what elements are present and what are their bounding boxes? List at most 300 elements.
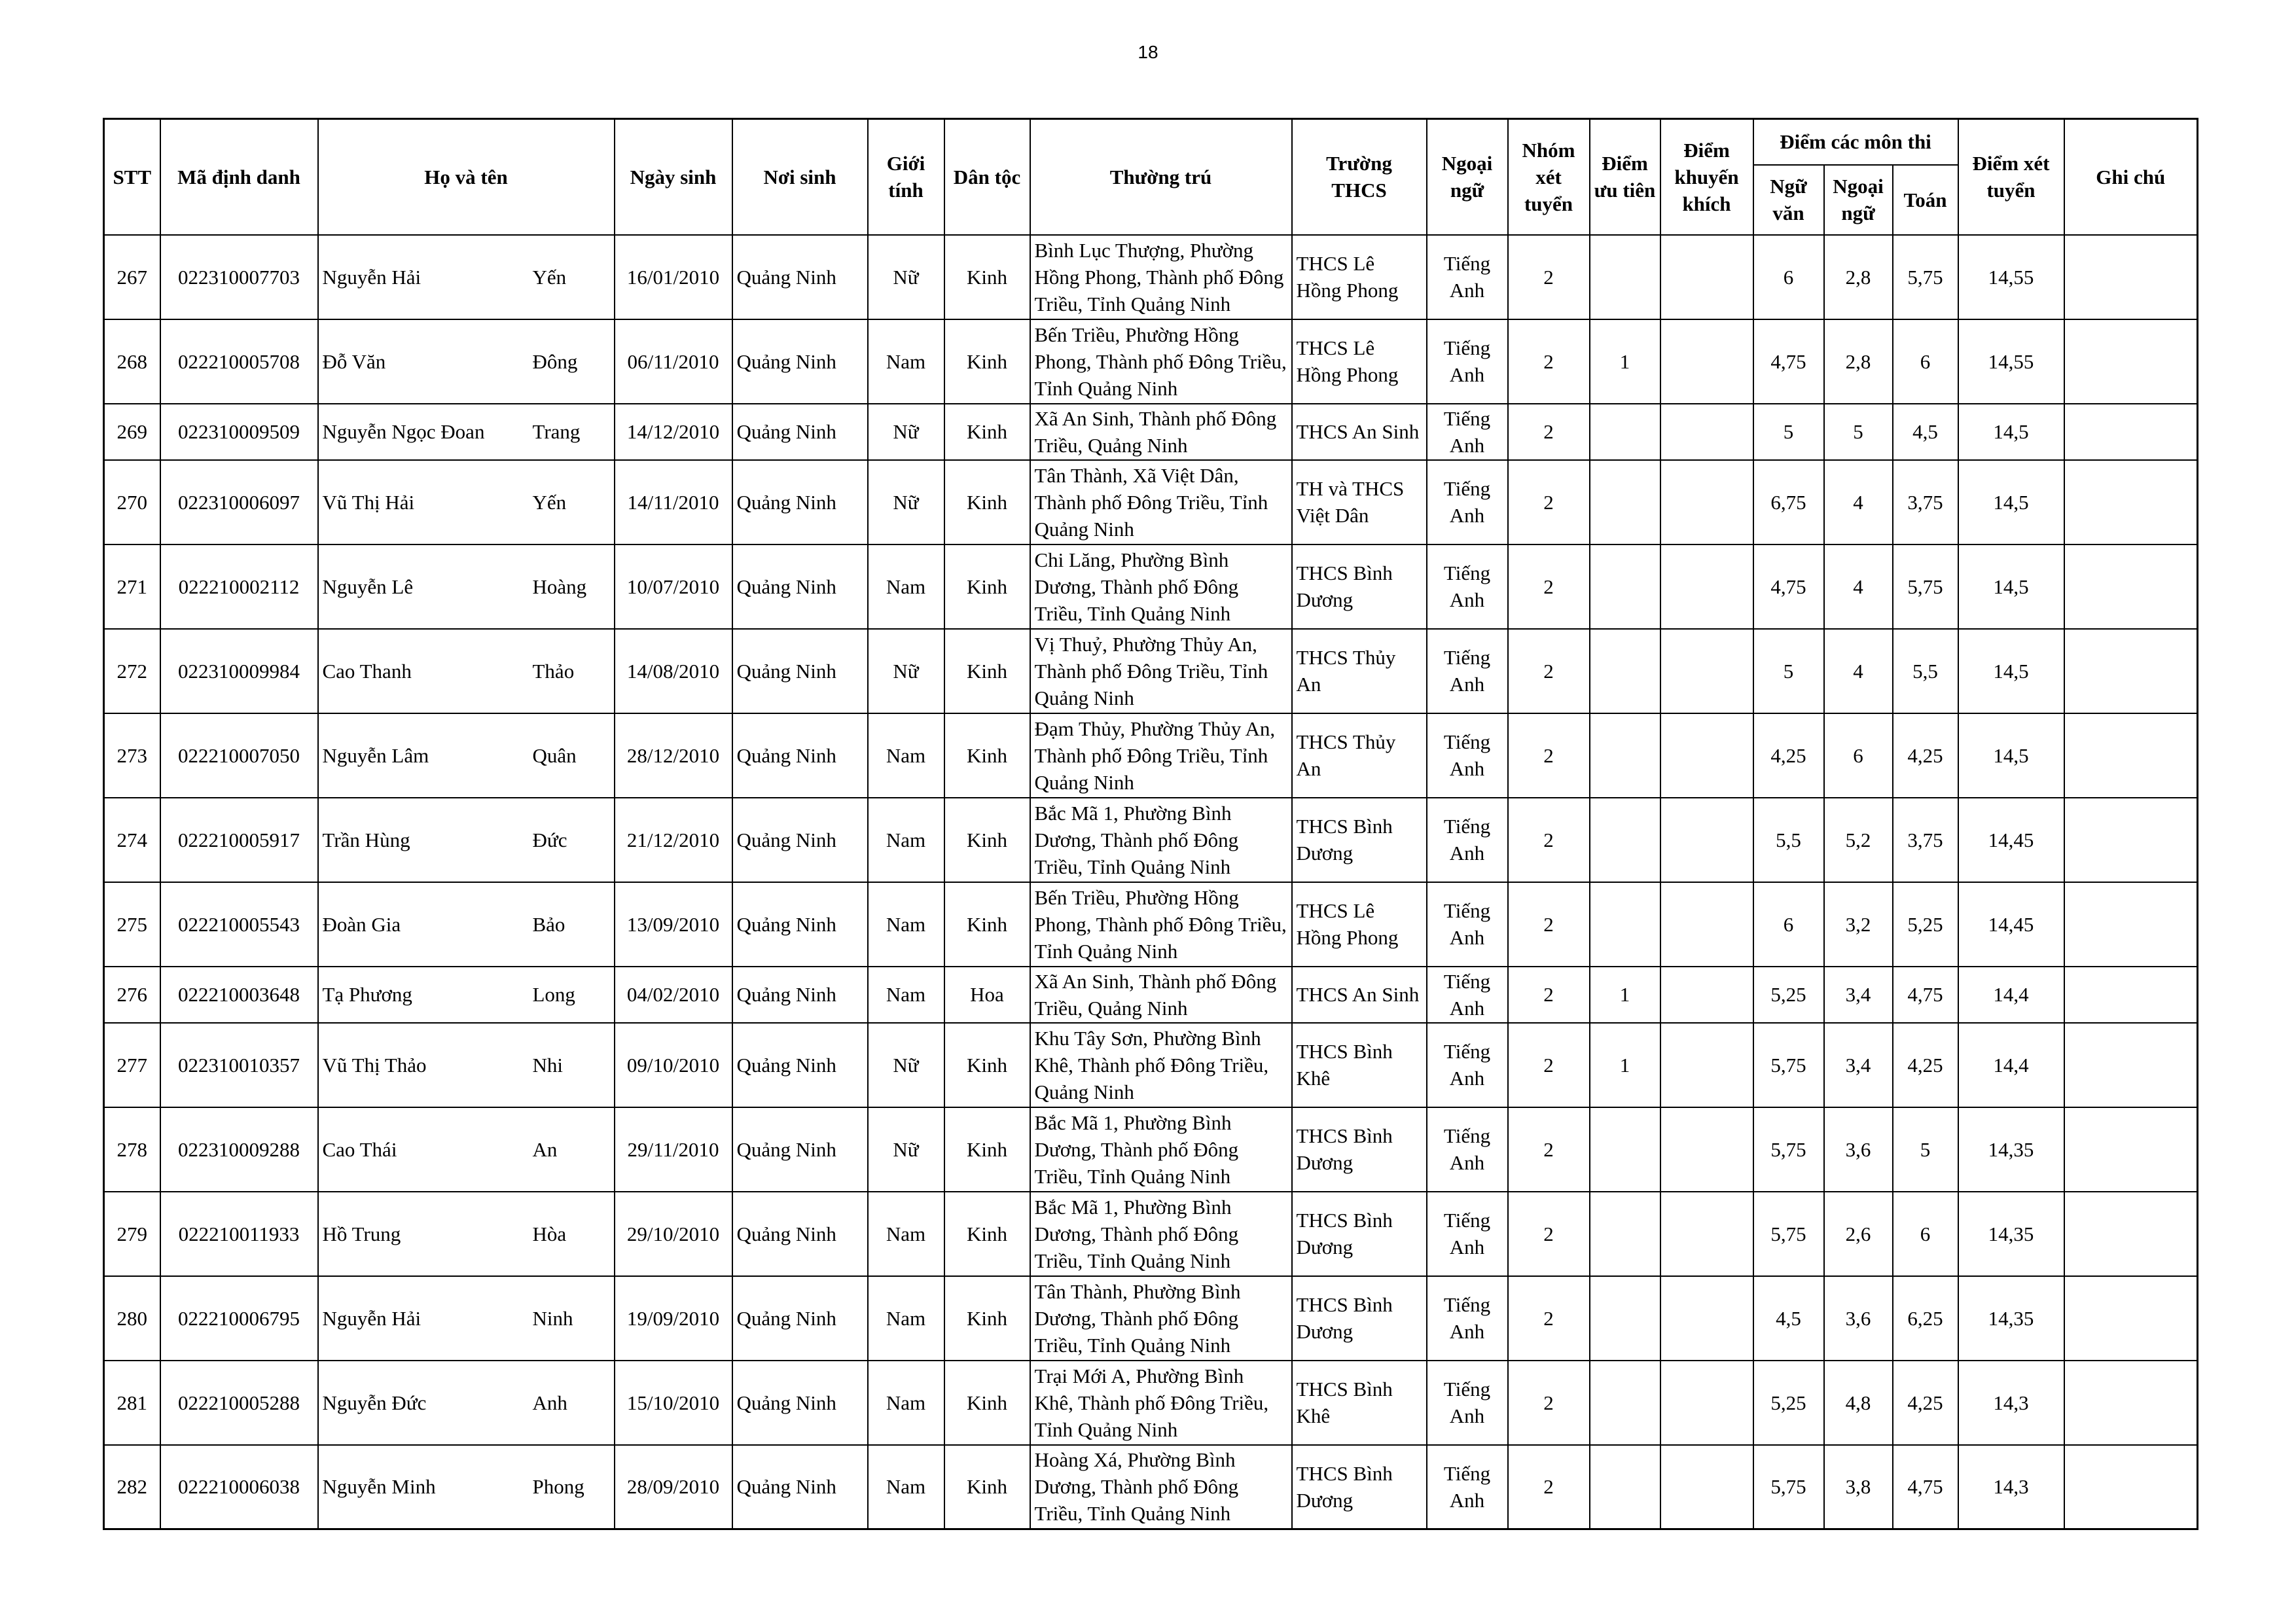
cell-ho-dem: Đỗ Văn — [322, 349, 386, 373]
cell-gioi-tinh: Nam — [868, 713, 944, 798]
cell-ngay-sinh: 14/12/2010 — [615, 404, 732, 460]
cell-diem-uu-tien — [1590, 629, 1660, 713]
header-ho-va-ten: Họ và tên — [318, 119, 615, 235]
header-stt: STT — [104, 119, 160, 235]
cell-ho-va-ten — [318, 713, 615, 798]
cell-stt: 267 — [104, 235, 160, 319]
cell-ghi-chu — [2064, 319, 2198, 404]
header-diem-khuyen-khich: Điểm khuyến khích — [1660, 119, 1753, 235]
cell-ma-dinh-danh: 022310010357 — [160, 1023, 318, 1107]
cell-thuong-tru: Vị Thuỷ, Phường Thủy An, Thành phố Đông Triều, Tỉnh Quảng Ninh — [1030, 629, 1292, 713]
cell-ten: Anh — [532, 1391, 567, 1414]
cell-diem-xet-tuyen: 14,4 — [1958, 1023, 2064, 1107]
table-row — [104, 629, 2198, 713]
cell-ngay-sinh: 04/02/2010 — [615, 967, 732, 1023]
cell-dan-toc: Hoa — [944, 967, 1030, 1023]
header-ngoai-ngu: Ngoại ngữ — [1427, 119, 1508, 235]
cell-toan: 5,5 — [1893, 629, 1958, 713]
cell-toan: 3,75 — [1893, 798, 1958, 882]
cell-ngay-sinh: 29/10/2010 — [615, 1192, 732, 1276]
cell-nhom-xet-tuyen: 2 — [1508, 319, 1590, 404]
cell-diem-khuyen-khich — [1660, 1107, 1753, 1192]
cell-stt: 271 — [104, 544, 160, 629]
cell-toan: 5,75 — [1893, 544, 1958, 629]
cell-diem-xet-tuyen: 14,35 — [1958, 1192, 2064, 1276]
cell-gioi-tinh: Nam — [868, 882, 944, 967]
cell-truong-thcs: THCS Bình Dương — [1292, 1192, 1427, 1276]
cell-ho-dem: Cao Thanh — [322, 659, 412, 683]
cell-ho-dem: Đoàn Gia — [322, 912, 401, 936]
cell-noi-sinh: Quảng Ninh — [732, 235, 868, 319]
cell-truong-thcs: THCS Bình Khê — [1292, 1361, 1427, 1445]
cell-nhom-xet-tuyen: 2 — [1508, 882, 1590, 967]
cell-ngoai-ngu: Tiếng Anh — [1427, 798, 1508, 882]
table-row — [104, 1276, 2198, 1361]
header-nhom-xet-tuyen: Nhóm xét tuyển — [1508, 119, 1590, 235]
cell-ngay-sinh: 14/11/2010 — [615, 460, 732, 544]
cell-noi-sinh: Quảng Ninh — [732, 1192, 868, 1276]
cell-ngoai-ngu: Tiếng Anh — [1427, 460, 1508, 544]
table-row — [104, 1107, 2198, 1192]
table-row — [104, 1445, 2198, 1529]
cell-gioi-tinh: Nam — [868, 1276, 944, 1361]
cell-ngu-van: 5,5 — [1753, 798, 1824, 882]
cell-gioi-tinh: Nam — [868, 319, 944, 404]
header-noi-sinh: Nơi sinh — [732, 119, 868, 235]
header-ngu-van: Ngữ văn — [1753, 165, 1824, 235]
cell-thuong-tru: Tân Thành, Phường Bình Dương, Thành phố Đông Triều, Tỉnh Quảng Ninh — [1030, 1276, 1292, 1361]
cell-thuong-tru: Bến Triều, Phường Hồng Phong, Thành phố Đông Triều, Tỉnh Quảng Ninh — [1030, 319, 1292, 404]
cell-thuong-tru: Tân Thành, Xã Việt Dân, Thành phố Đông Triều, Tỉnh Quảng Ninh — [1030, 460, 1292, 544]
cell-truong-thcs: THCS Bình Dương — [1292, 1276, 1427, 1361]
cell-ghi-chu — [2064, 882, 2198, 967]
cell-ngoai-ngu: Tiếng Anh — [1427, 1192, 1508, 1276]
cell-diem-uu-tien — [1590, 235, 1660, 319]
cell-dan-toc: Kinh — [944, 1192, 1030, 1276]
header-ghi-chu: Ghi chú — [2064, 119, 2198, 235]
header-dan-toc: Dân tộc — [944, 119, 1030, 235]
cell-stt: 274 — [104, 798, 160, 882]
cell-ten: Phong — [532, 1475, 584, 1499]
cell-noi-sinh: Quảng Ninh — [732, 460, 868, 544]
cell-noi-sinh: Quảng Ninh — [732, 967, 868, 1023]
cell-ngu-van: 5,25 — [1753, 1361, 1824, 1445]
cell-ghi-chu — [2064, 1445, 2198, 1529]
cell-ghi-chu — [2064, 1107, 2198, 1192]
cell-toan: 5,25 — [1893, 882, 1958, 967]
cell-ten: Nhi — [532, 1053, 563, 1077]
cell-ten: An — [532, 1137, 558, 1161]
cell-toan: 6 — [1893, 319, 1958, 404]
cell-diem-xet-tuyen: 14,3 — [1958, 1445, 2064, 1529]
cell-ngu-van: 4,75 — [1753, 319, 1824, 404]
cell-toan: 6,25 — [1893, 1276, 1958, 1361]
cell-thuong-tru: Bắc Mã 1, Phường Bình Dương, Thành phố Đông Triều, Tỉnh Quảng Ninh — [1030, 1107, 1292, 1192]
cell-nhom-xet-tuyen: 2 — [1508, 629, 1590, 713]
table-row — [104, 967, 2198, 1023]
cell-ho-va-ten — [318, 798, 615, 882]
cell-toan: 4,25 — [1893, 1361, 1958, 1445]
cell-diem-uu-tien: 1 — [1590, 1023, 1660, 1107]
cell-ngay-sinh: 29/11/2010 — [615, 1107, 732, 1192]
cell-truong-thcs: TH và THCS Việt Dân — [1292, 460, 1427, 544]
cell-toan: 6 — [1893, 1192, 1958, 1276]
cell-thuong-tru: Chi Lăng, Phường Bình Dương, Thành phố Đông Triều, Tỉnh Quảng Ninh — [1030, 544, 1292, 629]
cell-ho-va-ten — [318, 1023, 615, 1107]
cell-ma-dinh-danh: 022310009984 — [160, 629, 318, 713]
header-ngay-sinh: Ngày sinh — [615, 119, 732, 235]
cell-gioi-tinh: Nữ — [868, 1023, 944, 1107]
cell-diem-uu-tien — [1590, 404, 1660, 460]
cell-thuong-tru: Xã An Sinh, Thành phố Đông Triều, Quảng Ninh — [1030, 404, 1292, 460]
table-row — [104, 235, 2198, 319]
cell-noi-sinh: Quảng Ninh — [732, 1107, 868, 1192]
cell-diem-xet-tuyen: 14,55 — [1958, 319, 2064, 404]
cell-ngu-van: 6,75 — [1753, 460, 1824, 544]
cell-dan-toc: Kinh — [944, 1023, 1030, 1107]
cell-ma-dinh-danh: 022310009288 — [160, 1107, 318, 1192]
cell-ngoai-ngu-diem: 3,2 — [1824, 882, 1893, 967]
cell-nhom-xet-tuyen: 2 — [1508, 460, 1590, 544]
cell-noi-sinh: Quảng Ninh — [732, 1361, 868, 1445]
cell-noi-sinh: Quảng Ninh — [732, 404, 868, 460]
cell-dan-toc: Kinh — [944, 1107, 1030, 1192]
cell-diem-khuyen-khich — [1660, 404, 1753, 460]
cell-ho-va-ten — [318, 882, 615, 967]
cell-ho-va-ten — [318, 1276, 615, 1361]
cell-ho-va-ten — [318, 235, 615, 319]
cell-ten: Hoàng — [532, 575, 587, 598]
cell-ngoai-ngu: Tiếng Anh — [1427, 882, 1508, 967]
cell-ngoai-ngu-diem: 3,8 — [1824, 1445, 1893, 1529]
cell-nhom-xet-tuyen: 2 — [1508, 1445, 1590, 1529]
cell-ho-va-ten — [318, 404, 615, 460]
cell-thuong-tru: Hoàng Xá, Phường Bình Dương, Thành phố Đông Triều, Tỉnh Quảng Ninh — [1030, 1445, 1292, 1529]
cell-ghi-chu — [2064, 629, 2198, 713]
cell-diem-xet-tuyen: 14,55 — [1958, 235, 2064, 319]
cell-diem-uu-tien: 1 — [1590, 967, 1660, 1023]
cell-diem-khuyen-khich — [1660, 1276, 1753, 1361]
cell-ma-dinh-danh: 022210005543 — [160, 882, 318, 967]
cell-ngoai-ngu-diem: 3,4 — [1824, 967, 1893, 1023]
cell-ngu-van: 6 — [1753, 882, 1824, 967]
cell-ho-dem: Vũ Thị Thảo — [322, 1053, 427, 1077]
cell-diem-uu-tien — [1590, 460, 1660, 544]
cell-ho-dem: Nguyễn Hải — [322, 265, 422, 289]
cell-ho-dem: Tạ Phương — [322, 983, 412, 1006]
cell-diem-khuyen-khich — [1660, 713, 1753, 798]
cell-ho-va-ten — [318, 967, 615, 1023]
cell-toan: 5,75 — [1893, 235, 1958, 319]
header-ma-dinh-danh: Mã định danh — [160, 119, 318, 235]
header-diem-xet-tuyen: Điểm xét tuyển — [1958, 119, 2064, 235]
cell-ngoai-ngu: Tiếng Anh — [1427, 1107, 1508, 1192]
cell-toan: 4,75 — [1893, 1445, 1958, 1529]
cell-dan-toc: Kinh — [944, 1445, 1030, 1529]
cell-truong-thcs: THCS Lê Hồng Phong — [1292, 235, 1427, 319]
table-row — [104, 404, 2198, 460]
cell-ngu-van: 4,5 — [1753, 1276, 1824, 1361]
cell-dan-toc: Kinh — [944, 798, 1030, 882]
cell-diem-khuyen-khich — [1660, 629, 1753, 713]
cell-thuong-tru: Bình Lục Thượng, Phường Hồng Phong, Thành phố Đông Triều, Tỉnh Quảng Ninh — [1030, 235, 1292, 319]
cell-ngoai-ngu: Tiếng Anh — [1427, 544, 1508, 629]
cell-stt: 272 — [104, 629, 160, 713]
cell-ngay-sinh: 15/10/2010 — [615, 1361, 732, 1445]
cell-ho-va-ten — [318, 544, 615, 629]
cell-stt: 276 — [104, 967, 160, 1023]
cell-noi-sinh: Quảng Ninh — [732, 629, 868, 713]
cell-dan-toc: Kinh — [944, 235, 1030, 319]
cell-ngay-sinh: 28/12/2010 — [615, 713, 732, 798]
table-row — [104, 798, 2198, 882]
cell-nhom-xet-tuyen: 2 — [1508, 967, 1590, 1023]
cell-ten: Trang — [532, 420, 581, 443]
cell-diem-khuyen-khich — [1660, 1361, 1753, 1445]
cell-diem-xet-tuyen: 14,35 — [1958, 1276, 2064, 1361]
cell-diem-khuyen-khich — [1660, 1023, 1753, 1107]
cell-ma-dinh-danh: 022310006097 — [160, 460, 318, 544]
cell-ngu-van: 5,75 — [1753, 1107, 1824, 1192]
table-row — [104, 1361, 2198, 1445]
cell-ngay-sinh: 10/07/2010 — [615, 544, 732, 629]
cell-ma-dinh-danh: 022210007050 — [160, 713, 318, 798]
cell-nhom-xet-tuyen: 2 — [1508, 235, 1590, 319]
cell-stt: 273 — [104, 713, 160, 798]
cell-stt: 277 — [104, 1023, 160, 1107]
cell-ngu-van: 4,75 — [1753, 544, 1824, 629]
table-row — [104, 882, 2198, 967]
cell-truong-thcs: THCS An Sinh — [1292, 967, 1427, 1023]
cell-ho-va-ten — [318, 1107, 615, 1192]
cell-ma-dinh-danh: 022310009509 — [160, 404, 318, 460]
cell-ma-dinh-danh: 022310007703 — [160, 235, 318, 319]
cell-thuong-tru: Khu Tây Sơn, Phường Bình Khê, Thành phố Đông Triều, Quảng Ninh — [1030, 1023, 1292, 1107]
cell-noi-sinh: Quảng Ninh — [732, 544, 868, 629]
cell-toan: 5 — [1893, 1107, 1958, 1192]
cell-ho-va-ten — [318, 1445, 615, 1529]
cell-truong-thcs: THCS Thủy An — [1292, 713, 1427, 798]
cell-ngoai-ngu: Tiếng Anh — [1427, 1361, 1508, 1445]
cell-ghi-chu — [2064, 235, 2198, 319]
cell-ngay-sinh: 14/08/2010 — [615, 629, 732, 713]
table-row — [104, 319, 2198, 404]
cell-ngu-van: 5 — [1753, 404, 1824, 460]
cell-ngay-sinh: 13/09/2010 — [615, 882, 732, 967]
cell-ma-dinh-danh: 022210011933 — [160, 1192, 318, 1276]
cell-ma-dinh-danh: 022210005708 — [160, 319, 318, 404]
cell-diem-xet-tuyen: 14,3 — [1958, 1361, 2064, 1445]
cell-ngoai-ngu-diem: 5,2 — [1824, 798, 1893, 882]
cell-ghi-chu — [2064, 713, 2198, 798]
header-toan: Toán — [1893, 165, 1958, 235]
cell-noi-sinh: Quảng Ninh — [732, 319, 868, 404]
cell-nhom-xet-tuyen: 2 — [1508, 1023, 1590, 1107]
cell-truong-thcs: THCS Lê Hồng Phong — [1292, 882, 1427, 967]
cell-ngoai-ngu: Tiếng Anh — [1427, 235, 1508, 319]
cell-ngay-sinh: 28/09/2010 — [615, 1445, 732, 1529]
cell-ghi-chu — [2064, 967, 2198, 1023]
cell-gioi-tinh: Nam — [868, 544, 944, 629]
cell-ten: Ninh — [532, 1306, 573, 1330]
cell-ghi-chu — [2064, 404, 2198, 460]
cell-ngoai-ngu-diem: 6 — [1824, 713, 1893, 798]
cell-ngu-van: 5,75 — [1753, 1023, 1824, 1107]
cell-diem-xet-tuyen: 14,5 — [1958, 404, 2064, 460]
cell-diem-khuyen-khich — [1660, 1192, 1753, 1276]
cell-ho-dem: Hồ Trung — [322, 1222, 401, 1245]
cell-toan: 4,25 — [1893, 1023, 1958, 1107]
cell-ngoai-ngu-diem: 3,6 — [1824, 1107, 1893, 1192]
cell-nhom-xet-tuyen: 2 — [1508, 713, 1590, 798]
cell-truong-thcs: THCS Thủy An — [1292, 629, 1427, 713]
cell-ghi-chu — [2064, 544, 2198, 629]
cell-dan-toc: Kinh — [944, 1361, 1030, 1445]
cell-ho-dem: Nguyễn Hải — [322, 1306, 422, 1330]
cell-diem-xet-tuyen: 14,45 — [1958, 798, 2064, 882]
cell-thuong-tru: Bắc Mã 1, Phường Bình Dương, Thành phố Đông Triều, Tỉnh Quảng Ninh — [1030, 1192, 1292, 1276]
cell-diem-uu-tien — [1590, 1192, 1660, 1276]
cell-diem-khuyen-khich — [1660, 544, 1753, 629]
cell-dan-toc: Kinh — [944, 713, 1030, 798]
cell-ghi-chu — [2064, 1192, 2198, 1276]
cell-ngu-van: 5 — [1753, 629, 1824, 713]
cell-gioi-tinh: Nữ — [868, 404, 944, 460]
cell-ho-dem: Nguyễn Minh — [322, 1475, 436, 1499]
cell-noi-sinh: Quảng Ninh — [732, 1276, 868, 1361]
cell-thuong-tru: Trại Mới A, Phường Bình Khê, Thành phố Đông Triều, Tỉnh Quảng Ninh — [1030, 1361, 1292, 1445]
cell-ma-dinh-danh: 022210003648 — [160, 967, 318, 1023]
cell-diem-khuyen-khich — [1660, 1445, 1753, 1529]
cell-nhom-xet-tuyen: 2 — [1508, 404, 1590, 460]
cell-thuong-tru: Đạm Thủy, Phường Thủy An, Thành phố Đông Triều, Tỉnh Quảng Ninh — [1030, 713, 1292, 798]
cell-ho-dem: Nguyễn Ngọc Đoan — [322, 420, 485, 443]
cell-diem-xet-tuyen: 14,35 — [1958, 1107, 2064, 1192]
cell-ngay-sinh: 09/10/2010 — [615, 1023, 732, 1107]
cell-gioi-tinh: Nữ — [868, 1107, 944, 1192]
cell-ho-va-ten — [318, 460, 615, 544]
cell-diem-xet-tuyen: 14,4 — [1958, 967, 2064, 1023]
cell-ho-va-ten — [318, 629, 615, 713]
cell-ma-dinh-danh: 022210006795 — [160, 1276, 318, 1361]
cell-ngay-sinh: 21/12/2010 — [615, 798, 732, 882]
cell-ho-dem: Cao Thái — [322, 1137, 397, 1161]
header-thuong-tru: Thường trú — [1030, 119, 1292, 235]
cell-ngoai-ngu: Tiếng Anh — [1427, 404, 1508, 460]
cell-stt: 279 — [104, 1192, 160, 1276]
cell-ten: Thảo — [532, 659, 575, 683]
cell-diem-khuyen-khich — [1660, 967, 1753, 1023]
cell-nhom-xet-tuyen: 2 — [1508, 1107, 1590, 1192]
page-number: 18 — [1138, 42, 1158, 62]
cell-ngoai-ngu-diem: 2,8 — [1824, 235, 1893, 319]
cell-dan-toc: Kinh — [944, 404, 1030, 460]
cell-ma-dinh-danh: 022210002112 — [160, 544, 318, 629]
cell-ma-dinh-danh: 022210005288 — [160, 1361, 318, 1445]
cell-ghi-chu — [2064, 798, 2198, 882]
cell-dan-toc: Kinh — [944, 629, 1030, 713]
table-row — [104, 460, 2198, 544]
cell-ngoai-ngu: Tiếng Anh — [1427, 1276, 1508, 1361]
cell-ngoai-ngu: Tiếng Anh — [1427, 713, 1508, 798]
cell-ma-dinh-danh: 022210005917 — [160, 798, 318, 882]
cell-noi-sinh: Quảng Ninh — [732, 713, 868, 798]
cell-stt: 275 — [104, 882, 160, 967]
cell-nhom-xet-tuyen: 2 — [1508, 1276, 1590, 1361]
cell-ngu-van: 6 — [1753, 235, 1824, 319]
cell-stt: 281 — [104, 1361, 160, 1445]
admission-results-table — [103, 118, 2198, 1530]
cell-gioi-tinh: Nam — [868, 1192, 944, 1276]
cell-truong-thcs: THCS Bình Dương — [1292, 544, 1427, 629]
cell-ten: Yến — [532, 490, 567, 514]
cell-diem-uu-tien — [1590, 1107, 1660, 1192]
cell-ma-dinh-danh: 022210006038 — [160, 1445, 318, 1529]
cell-ngoai-ngu: Tiếng Anh — [1427, 629, 1508, 713]
cell-diem-khuyen-khich — [1660, 798, 1753, 882]
cell-noi-sinh: Quảng Ninh — [732, 1445, 868, 1529]
cell-toan: 3,75 — [1893, 460, 1958, 544]
cell-toan: 4,5 — [1893, 404, 1958, 460]
cell-stt: 280 — [104, 1276, 160, 1361]
cell-nhom-xet-tuyen: 2 — [1508, 798, 1590, 882]
cell-diem-khuyen-khich — [1660, 235, 1753, 319]
cell-ngu-van: 5,25 — [1753, 967, 1824, 1023]
cell-ten: Bảo — [532, 912, 565, 936]
cell-dan-toc: Kinh — [944, 1276, 1030, 1361]
cell-diem-xet-tuyen: 14,5 — [1958, 460, 2064, 544]
cell-diem-khuyen-khich — [1660, 882, 1753, 967]
header-gioi-tinh: Giới tính — [868, 119, 944, 235]
cell-ho-va-ten — [318, 1361, 615, 1445]
cell-ten: Đức — [532, 828, 567, 851]
cell-dan-toc: Kinh — [944, 319, 1030, 404]
cell-ngoai-ngu-diem: 4,8 — [1824, 1361, 1893, 1445]
cell-stt: 282 — [104, 1445, 160, 1529]
cell-ten: Long — [532, 983, 575, 1006]
cell-ten: Quân — [532, 743, 577, 767]
cell-diem-xet-tuyen: 14,5 — [1958, 713, 2064, 798]
cell-toan: 4,75 — [1893, 967, 1958, 1023]
cell-ngoai-ngu-diem: 3,6 — [1824, 1276, 1893, 1361]
cell-ngoai-ngu: Tiếng Anh — [1427, 1023, 1508, 1107]
cell-truong-thcs: THCS An Sinh — [1292, 404, 1427, 460]
cell-diem-uu-tien — [1590, 544, 1660, 629]
cell-nhom-xet-tuyen: 2 — [1508, 1192, 1590, 1276]
cell-diem-xet-tuyen: 14,5 — [1958, 544, 2064, 629]
cell-ho-dem: Vũ Thị Hải — [322, 490, 415, 514]
header-diem-uu-tien: Điểm ưu tiên — [1590, 119, 1660, 235]
cell-truong-thcs: THCS Bình Khê — [1292, 1023, 1427, 1107]
cell-ngoai-ngu-diem: 4 — [1824, 460, 1893, 544]
cell-diem-uu-tien — [1590, 798, 1660, 882]
cell-ten: Hòa — [532, 1222, 567, 1245]
cell-ngoai-ngu-diem: 4 — [1824, 629, 1893, 713]
cell-thuong-tru: Bắc Mã 1, Phường Bình Dương, Thành phố Đông Triều, Tỉnh Quảng Ninh — [1030, 798, 1292, 882]
cell-noi-sinh: Quảng Ninh — [732, 798, 868, 882]
cell-ho-dem: Nguyễn Lê — [322, 575, 414, 598]
header-truong-thcs: Trường THCS — [1292, 119, 1427, 235]
cell-diem-khuyen-khich — [1660, 319, 1753, 404]
cell-diem-uu-tien — [1590, 882, 1660, 967]
cell-ngoai-ngu-diem: 3,4 — [1824, 1023, 1893, 1107]
cell-toan: 4,25 — [1893, 713, 1958, 798]
cell-stt: 278 — [104, 1107, 160, 1192]
cell-truong-thcs: THCS Bình Dương — [1292, 1107, 1427, 1192]
cell-stt: 270 — [104, 460, 160, 544]
cell-ghi-chu — [2064, 460, 2198, 544]
cell-ghi-chu — [2064, 1023, 2198, 1107]
